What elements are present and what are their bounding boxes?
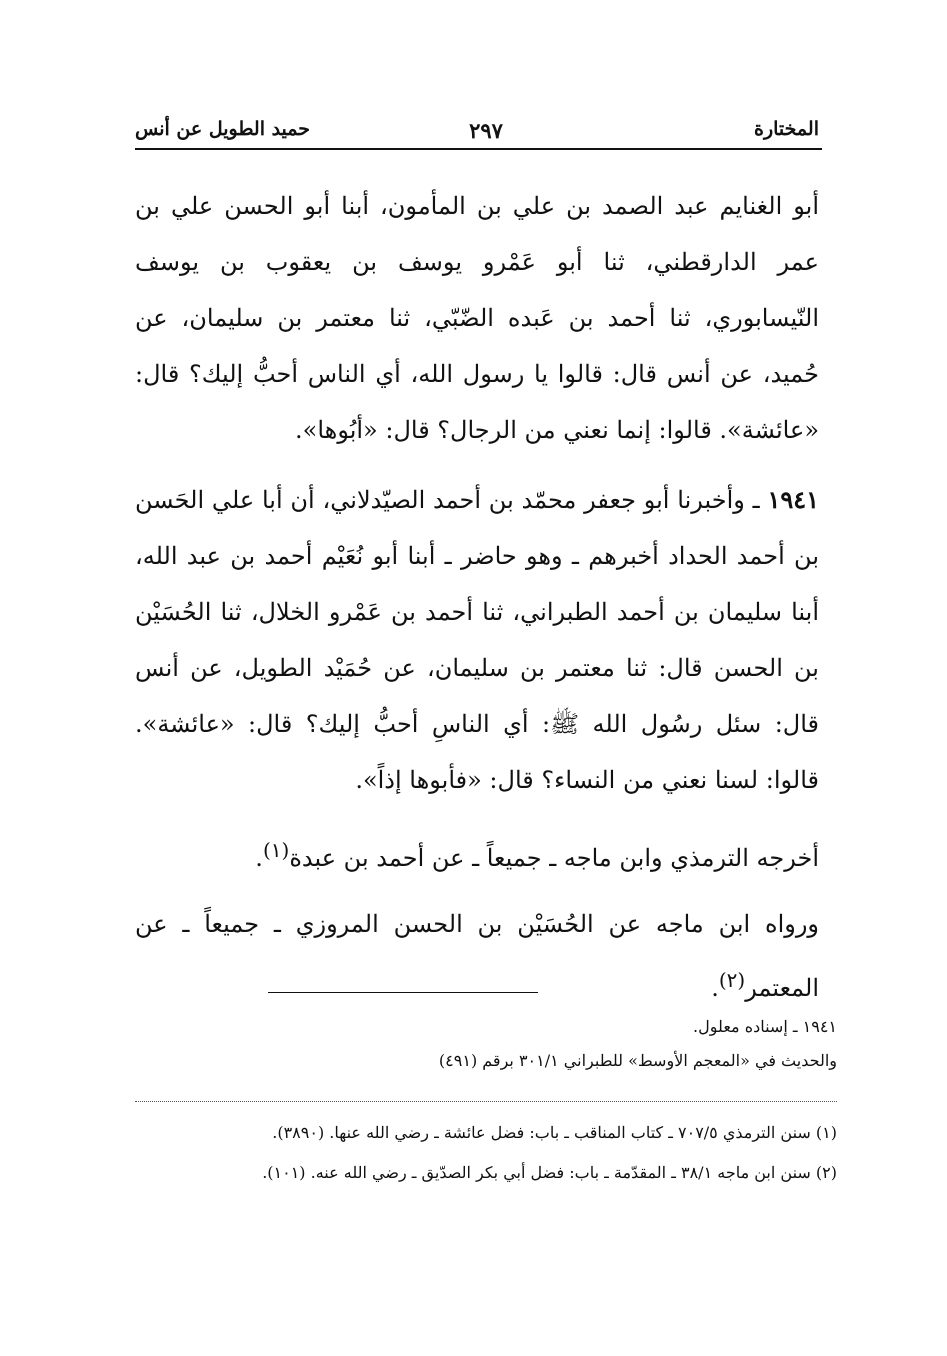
dotted-separator (135, 1101, 837, 1102)
paragraph-1: أبو الغنايم عبد الصمد بن علي بن المأمون، أبنا أبو الحسن علي بن عمر الدارقطني، ثنا أبو عَمْرو يوسف بن يعقوب بن يوسف النّيسابوري، ثنا أحمد بن عَبده الضّبّي، ثنا معتمر بن سليمان، عن حُميد، عن أنس قال: قالوا يا رسول الله، أي الناس أحبُّ إليك؟ قال: «عائشة». قالوا: إنما نعني من الرجال؟ قال: «أبُوها». (135, 192, 819, 444)
editor-footnote-line-1: ١٩٤١ ـ إسناده معلول. (693, 1017, 837, 1036)
main-text (135, 178, 819, 1026)
book-title: المختارة (754, 118, 819, 140)
paragraph-2 (135, 472, 819, 808)
footnote-ref-2: (٢) (718, 968, 746, 992)
footnote-separator (268, 992, 538, 993)
footnote-ref-1: (١) (262, 838, 290, 862)
footnote-1: (١) سنن الترمذي ٧٠٧/٥ ـ كتاب المناقب ـ باب: فضل عائشة ـ رضي الله عنها. (٣٨٩٠). (272, 1123, 837, 1142)
entry-number: ١٩٤١ (767, 485, 819, 514)
footnote-2: (٢) سنن ابن ماجه ٣٨/١ ـ المقدّمة ـ باب: فضل أبي بكر الصدّيق ـ رضي الله عنه. (١٠١). (262, 1163, 837, 1182)
paragraph-2-text: ـ وأخبرنا أبو جعفر محمّد بن أحمد الصيّدلاني، أن أبا علي الحَسن بن أحمد الحداد أخبرهم ـ وهو حاضر ـ أبنا أبو نُعَيْم أحمد بن عبد الله، أبنا سليمان بن أحمد الطبراني، ثنا أحمد بن عَمْرو الخلال، ثنا الحُسَيْن بن الحسن قال: ثنا معتمر بن سليمان، عن حُمَيْد الطويل، عن أنس قال: سئل رسُول الله ﷺ: أي الناسِ أحبُّ إليك؟ قال: «عائشة». قالوا: لسنا نعني من النساء؟ قال: «فأبوها إذاً». (135, 486, 819, 794)
note-1: أخرجه الترمذي وابن ماجه ـ جميعاً ـ عن أحمد بن عبدة$^{(١)}$. (255, 838, 819, 872)
note-1-text: أخرجه الترمذي وابن ماجه ـ جميعاً ـ عن أحمد بن عبدة (289, 844, 819, 872)
section-title: حميد الطويل عن أنس (135, 118, 311, 140)
editor-footnotes (135, 1010, 837, 1078)
page-number: ٢٩٧ (469, 118, 503, 143)
editor-footnote-line-2: والحديث في «المعجم الأوسط» للطبراني ٣٠١/١ برقم (٤٩١) (438, 1051, 837, 1070)
source-footnotes (125, 1116, 837, 1196)
note-2-text: ورواه ابن ماجه عن الحُسَيْن بن الحسن المروزي ـ جميعاً ـ عن المعتمر (135, 910, 820, 1002)
header-rule (135, 148, 822, 150)
note-2: ورواه ابن ماجه عن الحُسَيْن بن الحسن المروزي ـ جميعاً ـ عن المعتمر$^{(٢)}$. (135, 910, 820, 1002)
